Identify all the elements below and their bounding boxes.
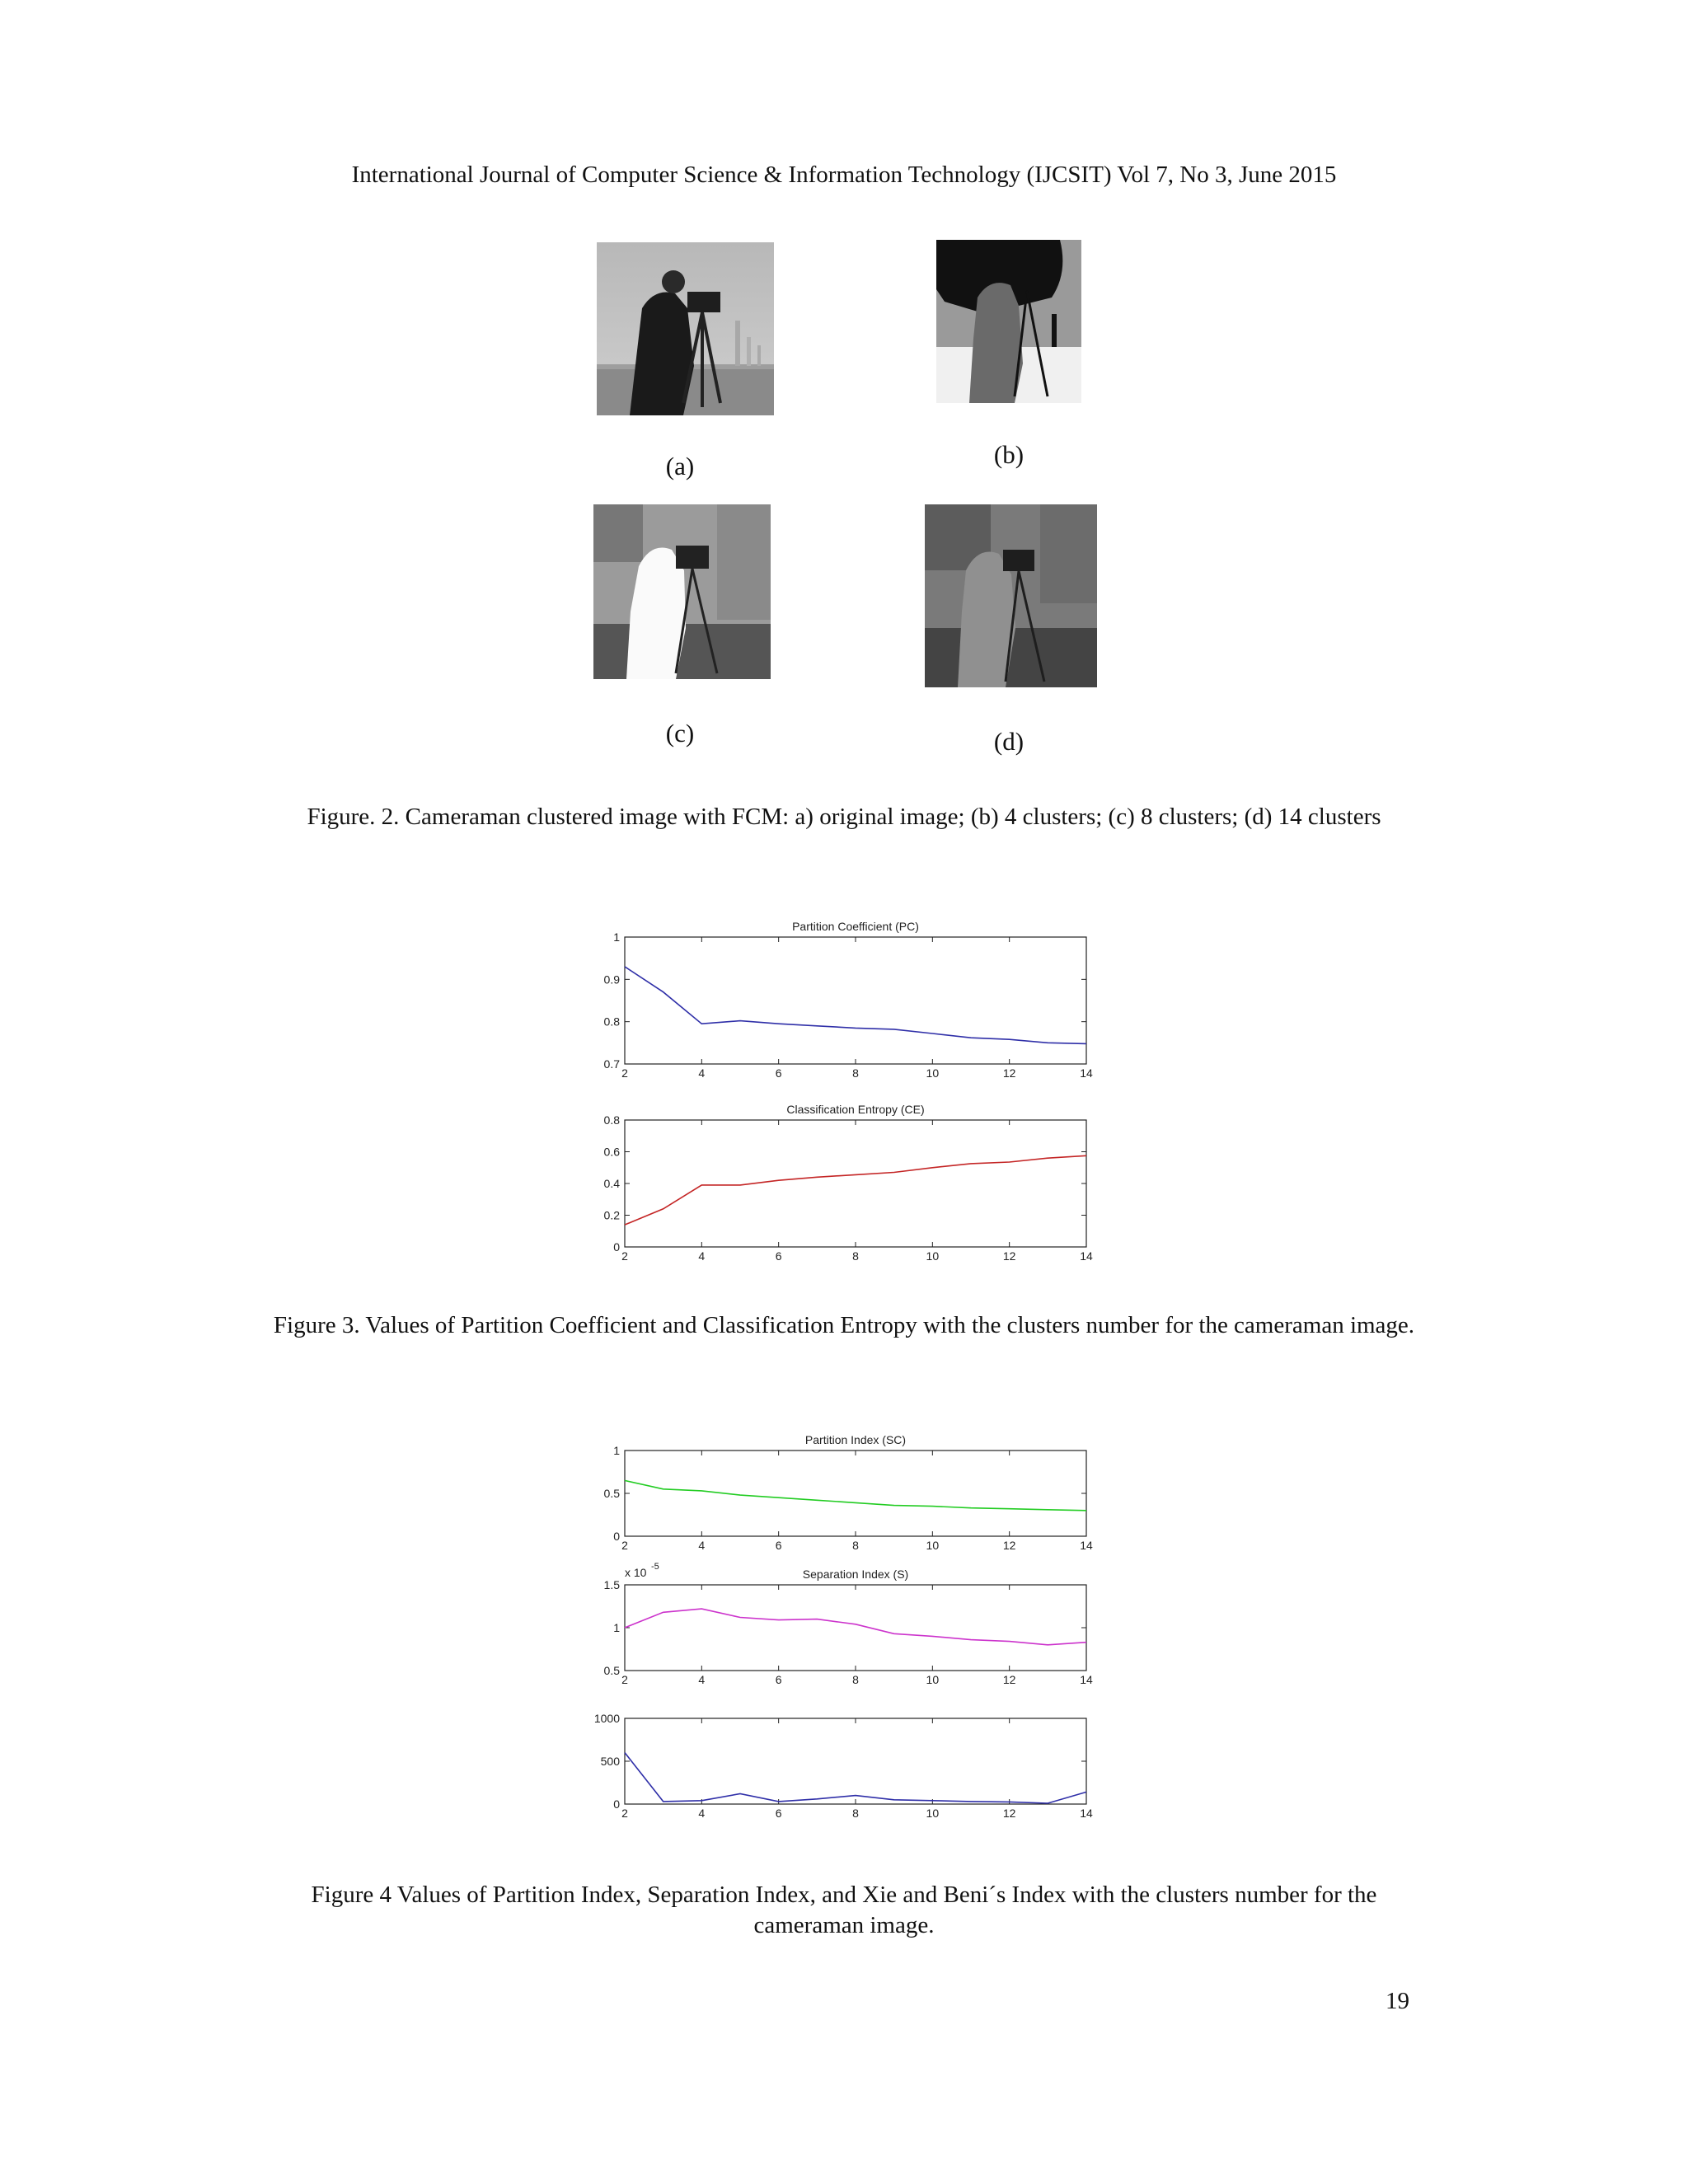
x-tick-label: 12: [1002, 1249, 1016, 1263]
x-tick-label: 6: [775, 1673, 782, 1686]
subfigure-label-c: (c): [665, 719, 695, 748]
x-tick-label: 12: [1002, 1807, 1016, 1820]
y-tick-label: 500: [600, 1755, 620, 1768]
series-line: [625, 1609, 1086, 1645]
x-tick-label: 6: [775, 1249, 782, 1263]
y-tick-label: 1.5: [603, 1578, 620, 1591]
y-tick-label: 0.9: [603, 972, 620, 987]
cameraman-8-clusters-image: [593, 504, 771, 679]
x-tick-label: 14: [1080, 1539, 1093, 1552]
y-tick-label: 1: [613, 1621, 620, 1634]
chart-3: [604, 1562, 1093, 1686]
chart-axes-box: [625, 1120, 1086, 1247]
chart-axes-box: [625, 1585, 1086, 1671]
y-tick-label: 0.7: [603, 1057, 620, 1071]
x-tick-label: 2: [621, 1539, 628, 1552]
x-tick-label: 2: [621, 1066, 628, 1080]
chart-title: Partition Index (SC): [804, 1433, 907, 1446]
x-tick-label: 4: [698, 1249, 706, 1263]
x-tick-label: 6: [775, 1539, 782, 1552]
y-tick-label: 0.2: [603, 1208, 620, 1222]
x-tick-label: 10: [926, 1539, 940, 1552]
series-line: [625, 1480, 1086, 1510]
figure-4-charts: [577, 1416, 1113, 1828]
series-line: [625, 1155, 1086, 1225]
chart-axes-box: [625, 1718, 1086, 1804]
x-tick-label: 6: [775, 1066, 782, 1080]
series-line: [625, 967, 1086, 1044]
x-tick-label: 12: [1002, 1066, 1016, 1080]
series-line: [625, 1753, 1086, 1803]
x-tick-label: 10: [926, 1673, 940, 1686]
x-tick-label: 10: [926, 1066, 940, 1080]
cameraman-4-clusters-image: [936, 240, 1081, 403]
x-tick-label: 8: [852, 1249, 859, 1263]
chart-title: Partition Coefficient (PC): [792, 920, 919, 933]
figure-3-caption: Figure 3. Values of Partition Coefficient and Classification Entropy with the clusters number for the cameraman image.: [273, 1312, 1415, 1338]
y-tick-label: 1: [613, 1444, 620, 1457]
y-tick-label: 0.6: [603, 1145, 620, 1159]
exponent-base: x 10: [625, 1566, 647, 1579]
y-tick-label: 0.8: [603, 1015, 620, 1029]
chart-title: Classification Entropy (CE): [786, 1103, 925, 1116]
y-tick-label: 0.5: [603, 1664, 620, 1677]
x-tick-label: 14: [1080, 1066, 1093, 1080]
journal-header: International Journal of Computer Science & Information Technology (IJCSIT) Vol 7, No 3, June 2015: [351, 162, 1337, 188]
figure-4-caption: Figure 4 Values of Partition Index, Separation Index, and Xie and Beni´s Index with the clusters number for the cameraman image.: [311, 1882, 1377, 1938]
y-tick-label: 0: [613, 1530, 620, 1543]
chart-title: Separation Index (S): [802, 1568, 909, 1581]
x-tick-label: 4: [698, 1807, 706, 1820]
x-tick-label: 14: [1080, 1673, 1093, 1686]
x-tick-label: 2: [621, 1673, 628, 1686]
y-tick-label: 1000: [593, 1712, 620, 1725]
y-tick-label: 0.4: [603, 1177, 620, 1190]
cameraman-14-clusters-image: [925, 504, 1097, 687]
chart-axes-box: [625, 1451, 1086, 1536]
figure-2-caption: Figure. 2. Cameraman clustered image with FCM: a) original image; (b) 4 clusters; (c) 8 clusters; (d) 14 clusters: [307, 804, 1381, 830]
x-tick-label: 2: [621, 1807, 628, 1820]
y-tick-label: 1: [613, 930, 620, 944]
chart-4: [594, 1712, 1093, 1820]
x-tick-label: 4: [698, 1066, 706, 1080]
x-tick-label: 8: [852, 1539, 859, 1552]
x-tick-label: 12: [1002, 1539, 1016, 1552]
page-number: 19: [1386, 1988, 1409, 2014]
x-tick-label: 14: [1080, 1807, 1093, 1820]
y-tick-label: 0.8: [603, 1113, 620, 1127]
x-tick-label: 4: [698, 1673, 706, 1686]
x-tick-label: 14: [1080, 1249, 1093, 1263]
x-tick-label: 8: [852, 1807, 859, 1820]
chart-2: [604, 1433, 1093, 1552]
x-tick-label: 12: [1002, 1673, 1016, 1686]
x-tick-label: 10: [926, 1807, 940, 1820]
x-tick-label: 10: [926, 1249, 940, 1263]
y-tick-label: 0.5: [603, 1487, 620, 1500]
x-tick-label: 2: [621, 1249, 628, 1263]
subfigure-label-d: (d): [993, 727, 1025, 756]
figure-3-charts: [577, 902, 1113, 1265]
chart-0: [604, 920, 1093, 1080]
x-tick-label: 8: [852, 1673, 859, 1686]
y-tick-label: 0: [613, 1797, 620, 1811]
subfigure-label-a: (a): [665, 452, 695, 480]
x-tick-label: 4: [698, 1539, 706, 1552]
cameraman-original-image: [597, 242, 774, 415]
x-tick-label: 8: [852, 1066, 859, 1080]
chart-1: [604, 1103, 1093, 1263]
subfigure-label-b: (b): [993, 440, 1025, 469]
chart-axes-box: [625, 937, 1086, 1064]
y-tick-label: 0: [613, 1240, 620, 1254]
x-tick-label: 6: [775, 1807, 782, 1820]
exponent-power: -5: [651, 1562, 659, 1572]
